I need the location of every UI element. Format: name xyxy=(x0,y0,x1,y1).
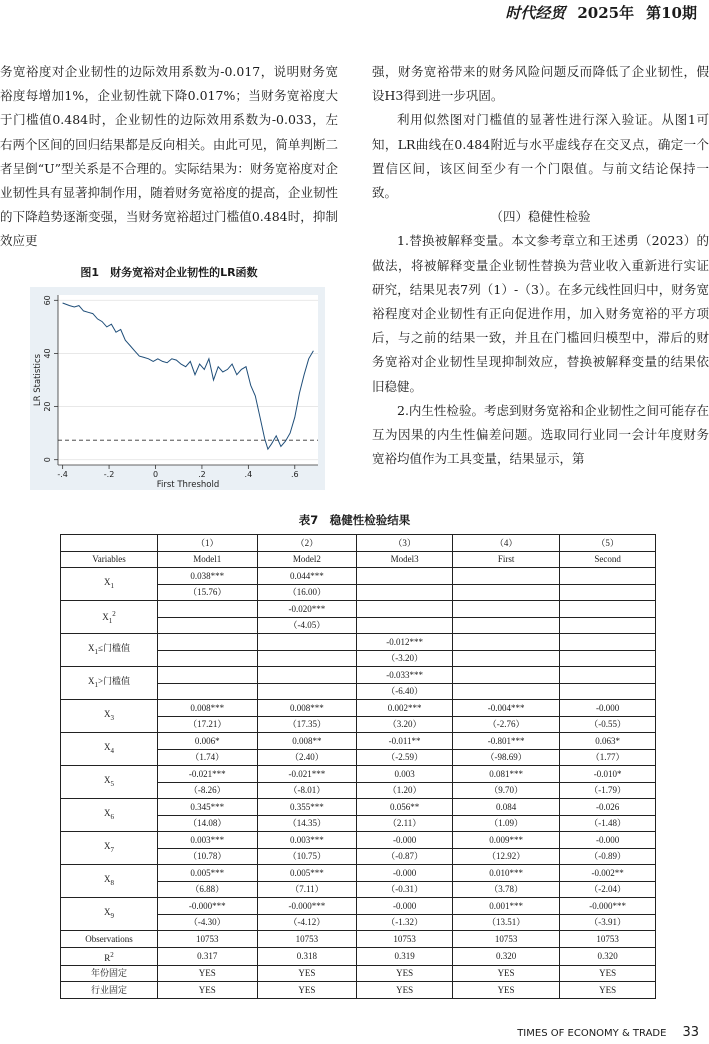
x-tick-label: .4 xyxy=(244,470,253,479)
coefficient-cell: -0.004*** xyxy=(452,700,559,717)
t-stat-cell: （12.92） xyxy=(452,848,559,865)
t-stat-cell: （1.77） xyxy=(560,749,656,766)
variable-label: $X_4$ xyxy=(61,733,158,766)
t-stat-cell: （-2.76） xyxy=(452,716,559,733)
value-cell: 0.318 xyxy=(257,947,357,965)
table-row xyxy=(61,551,656,568)
t-stat-cell: （-8.26） xyxy=(158,782,258,799)
t-stat-cell xyxy=(560,650,656,667)
t-stat-cell: （-4.30） xyxy=(158,914,258,931)
page-header xyxy=(0,0,709,22)
t-stat-cell: （10.78） xyxy=(158,848,258,865)
value-cell: YES xyxy=(257,965,357,982)
table-title: 表7 稳健性检验结果 xyxy=(298,513,411,527)
results-table xyxy=(60,534,656,999)
t-stat-cell xyxy=(158,650,258,667)
x-axis-label: First Threshold xyxy=(156,480,220,490)
value-cell: 0.319 xyxy=(357,947,453,965)
table-row xyxy=(61,766,656,783)
table-row xyxy=(61,832,656,849)
coefficient-cell: 0.005*** xyxy=(158,865,258,882)
table-row xyxy=(61,667,656,684)
row-label: 年份固定 xyxy=(61,965,158,982)
column-number: （5） xyxy=(560,535,656,552)
variable-label: $X_3$ xyxy=(61,700,158,733)
coefficient-cell: -0.033*** xyxy=(357,667,453,684)
coefficient-cell xyxy=(452,568,559,585)
t-stat-cell: （3.20） xyxy=(357,716,453,733)
table-row xyxy=(61,865,656,882)
issue-year: 2025年 xyxy=(577,4,635,22)
header-text xyxy=(493,2,697,23)
column-number: （1） xyxy=(158,535,258,552)
coefficient-cell: 0.005*** xyxy=(257,865,357,882)
plot-area xyxy=(58,295,318,465)
value-cell: 10753 xyxy=(357,931,453,948)
t-stat-cell xyxy=(560,584,656,601)
variable-label: $X_7$ xyxy=(61,832,158,865)
coefficient-cell: 0.002*** xyxy=(357,700,453,717)
t-stat-cell: （14.08） xyxy=(158,815,258,832)
t-stat-cell: （10.75） xyxy=(257,848,357,865)
coefficient-cell: -0.000 xyxy=(357,832,453,849)
value-cell: YES xyxy=(452,982,559,999)
x-tick-label: 0 xyxy=(152,470,159,479)
model-header: Model3 xyxy=(357,551,453,568)
coefficient-cell: 0.003*** xyxy=(257,832,357,849)
t-stat-cell xyxy=(158,617,258,634)
t-stat-cell: （-98.69） xyxy=(452,749,559,766)
t-stat-cell xyxy=(560,683,656,700)
value-cell: 0.320 xyxy=(452,947,559,965)
column-number: （3） xyxy=(357,535,453,552)
right-column xyxy=(372,60,709,471)
t-stat-cell: （-4.05） xyxy=(257,617,357,634)
t-stat-cell: （-0.55） xyxy=(560,716,656,733)
coefficient-cell xyxy=(158,634,258,651)
t-stat-cell: （-2.04） xyxy=(560,881,656,898)
year-fixed-row xyxy=(61,965,656,982)
coefficient-cell: 0.008*** xyxy=(158,700,258,717)
x-tick-label: .2 xyxy=(198,470,206,479)
value-cell: YES xyxy=(158,965,258,982)
left-column xyxy=(0,60,338,254)
coefficient-cell: -0.000 xyxy=(560,832,656,849)
coefficient-cell: -0.010* xyxy=(560,766,656,783)
figure-caption: 图1 财务宽裕对企业韧性的LR函数 xyxy=(80,266,258,279)
value-cell: 10753 xyxy=(257,931,357,948)
coefficient-cell xyxy=(560,667,656,684)
y-axis-label: LR Statistics xyxy=(33,353,43,407)
right-paragraph-4: 2.内生性检验。考虑到财务宽裕和企业韧性之间可能存在互为因果的内生性偏差问题。选取同行业同一会计年度财务宽裕均值作为工具变量，结果显示，第 xyxy=(372,402,709,467)
value-cell: 0.317 xyxy=(158,947,258,965)
coefficient-cell: -0.021*** xyxy=(158,766,258,783)
coefficient-cell: 0.038*** xyxy=(158,568,258,585)
coefficient-cell: 0.345*** xyxy=(158,799,258,816)
coefficient-cell: -0.021*** xyxy=(257,766,357,783)
y-tick-label: 0 xyxy=(43,457,52,463)
variables-header: Variables xyxy=(61,551,158,568)
t-stat-cell: （17.21） xyxy=(158,716,258,733)
left-paragraph: 务宽裕度对企业韧性的边际效用系数为-0.017，说明财务宽裕度每增加1%，企业韧性就下降0.017%；当财务宽裕度大于门槛值0.484时，企业韧性的边际效用系数为-0.033，左右两个区间的回归结果都是反向相关。由此可见，简单判断二者呈倒“U”型关系是不合理的。实际结果为：财务宽裕度对企业韧性具有显著抑制作用，随着财务宽裕度的提高，企业韧性的下降趋势逐渐变强，当财务宽裕超过门槛值0.484时，抑制效应更 xyxy=(0,64,338,249)
value-cell: YES xyxy=(357,982,453,999)
table-row xyxy=(61,700,656,717)
coefficient-cell: 0.008*** xyxy=(257,700,357,717)
table-row xyxy=(61,799,656,816)
coefficient-cell xyxy=(357,601,453,618)
value-cell: 10753 xyxy=(560,931,656,948)
y-tick-label: 60 xyxy=(43,295,52,306)
t-stat-cell: （-3.20） xyxy=(357,650,453,667)
coefficient-cell: -0.801*** xyxy=(452,733,559,750)
model-header: First xyxy=(452,551,559,568)
coefficient-cell: 0.006* xyxy=(158,733,258,750)
t-stat-cell: （-0.89） xyxy=(560,848,656,865)
section-heading: （四）稳健性检验 xyxy=(490,209,591,225)
t-stat-cell: （1.20） xyxy=(357,782,453,799)
t-stat-cell xyxy=(560,617,656,634)
right-paragraph-2: 利用似然图对门槛值的显著性进行深入验证。从图1可知，LR曲线在0.484附近与水平虚线存在交叉点，确定一个置信区间，该区间至少有一个门限值。与前文结论保持一致。 xyxy=(372,112,709,201)
coefficient-cell xyxy=(158,601,258,618)
coefficient-cell: -0.000 xyxy=(357,898,453,915)
value-cell: 10753 xyxy=(158,931,258,948)
coefficient-cell: 0.003*** xyxy=(158,832,258,849)
t-stat-cell: （-4.12） xyxy=(257,914,357,931)
variable-label: $X_9$ xyxy=(61,898,158,931)
coefficient-cell: 0.063* xyxy=(560,733,656,750)
footer-journal: TIMES OF ECONOMY & TRADE xyxy=(517,1028,667,1039)
observations-row xyxy=(61,931,656,948)
coefficient-cell: 0.084 xyxy=(452,799,559,816)
coefficient-cell xyxy=(257,634,357,651)
table-row xyxy=(61,568,656,585)
coefficient-cell: 0.003 xyxy=(357,766,453,783)
table-row xyxy=(61,898,656,915)
coefficient-cell xyxy=(452,667,559,684)
coefficient-cell: -0.011** xyxy=(357,733,453,750)
t-stat-cell: （-8.01） xyxy=(257,782,357,799)
t-stat-cell xyxy=(158,683,258,700)
coefficient-cell: 0.008** xyxy=(257,733,357,750)
header-cell xyxy=(61,535,158,552)
t-stat-cell xyxy=(452,617,559,634)
coefficient-cell: 0.001*** xyxy=(452,898,559,915)
t-stat-cell: （13.51） xyxy=(452,914,559,931)
right-paragraph-1: 强，财务宽裕带来的财务风险问题反而降低了企业韧性，假设H3得到进一步巩固。 xyxy=(372,64,709,104)
page-number: 33 xyxy=(682,1025,699,1040)
t-stat-cell: （-1.32） xyxy=(357,914,453,931)
model-header: Second xyxy=(560,551,656,568)
coefficient-cell: -0.002** xyxy=(560,865,656,882)
coefficient-cell xyxy=(357,568,453,585)
row-label: 行业固定 xyxy=(61,982,158,999)
t-stat-cell xyxy=(357,617,453,634)
page-footer xyxy=(517,1025,699,1040)
coefficient-cell xyxy=(452,634,559,651)
coefficient-cell: 0.081*** xyxy=(452,766,559,783)
x-tick-label: -.2 xyxy=(103,470,115,479)
coefficient-cell xyxy=(560,601,656,618)
t-stat-cell xyxy=(357,584,453,601)
lr-chart-svg xyxy=(30,287,325,490)
column-number: （4） xyxy=(452,535,559,552)
variable-label: $X_1^2$ xyxy=(61,601,158,634)
coefficient-cell xyxy=(452,601,559,618)
value-cell: YES xyxy=(560,965,656,982)
t-stat-cell: （-0.31） xyxy=(357,881,453,898)
t-stat-cell: （16.00） xyxy=(257,584,357,601)
variable-label: $X_1$ xyxy=(61,568,158,601)
table-row xyxy=(61,535,656,552)
t-stat-cell xyxy=(452,683,559,700)
t-stat-cell: （-1.48） xyxy=(560,815,656,832)
t-stat-cell xyxy=(257,650,357,667)
t-stat-cell: （17.35） xyxy=(257,716,357,733)
row-label: Observations xyxy=(61,931,158,948)
coefficient-cell: -0.000*** xyxy=(158,898,258,915)
r-squared-row xyxy=(61,947,656,965)
journal-name: 时代经贸 xyxy=(505,4,566,22)
x-tick-label: -.4 xyxy=(57,470,68,479)
t-stat-cell xyxy=(452,584,559,601)
coefficient-cell: 0.010*** xyxy=(452,865,559,882)
coefficient-cell: -0.000 xyxy=(357,865,453,882)
t-stat-cell: （7.11） xyxy=(257,881,357,898)
t-stat-cell: （15.76） xyxy=(158,584,258,601)
t-stat-cell: （-1.79） xyxy=(560,782,656,799)
figure-lr-plot xyxy=(30,287,325,490)
t-stat-cell: （-3.91） xyxy=(560,914,656,931)
variable-label: $X_5$ xyxy=(61,766,158,799)
t-stat-cell: （-2.59） xyxy=(357,749,453,766)
t-stat-cell: （9.70） xyxy=(452,782,559,799)
column-number: （2） xyxy=(257,535,357,552)
industry-fixed-row xyxy=(61,982,656,999)
coefficient-cell: -0.000*** xyxy=(257,898,357,915)
coefficient-cell: -0.012*** xyxy=(357,634,453,651)
t-stat-cell: （2.40） xyxy=(257,749,357,766)
coefficient-cell: -0.026 xyxy=(560,799,656,816)
t-stat-cell: （14.35） xyxy=(257,815,357,832)
coefficient-cell: 0.044*** xyxy=(257,568,357,585)
model-header: Model1 xyxy=(158,551,258,568)
variable-label: $X_1>$门槛值 xyxy=(61,667,158,700)
right-paragraph-3: 1.替换被解释变量。本文参考章立和王述勇（2023）的做法，将被解释变量企业韧性替换为营业收入重新进行实证研究，结果见表7列（1）-（3）。在多元线性回归中，财务宽裕程度对企业韧性有正向促进作用，加入财务宽裕的平方项后，与之前的结果一致，并且在门槛回归模型中，滞后的财务宽裕对企业韧性呈现抑制效应，替换被解释变量的结果依旧稳健。 xyxy=(372,233,709,394)
y-tick-label: 20 xyxy=(43,401,52,412)
t-stat-cell xyxy=(257,683,357,700)
coefficient-cell: -0.020*** xyxy=(257,601,357,618)
issue-number: 第10期 xyxy=(646,4,697,22)
coefficient-cell: 0.355*** xyxy=(257,799,357,816)
value-cell: YES xyxy=(560,982,656,999)
t-stat-cell: （-6.40） xyxy=(357,683,453,700)
table-row xyxy=(61,634,656,651)
t-stat-cell: （3.78） xyxy=(452,881,559,898)
coefficient-cell xyxy=(158,667,258,684)
t-stat-cell: （2.11） xyxy=(357,815,453,832)
y-tick-label: 40 xyxy=(43,348,52,359)
table-row xyxy=(61,733,656,750)
coefficient-cell: -0.000 xyxy=(560,700,656,717)
row-label: $R^2$ xyxy=(61,947,158,965)
t-stat-cell: （6.88） xyxy=(158,881,258,898)
variable-label: $X_8$ xyxy=(61,865,158,898)
variable-label: $X_1\le$门槛值 xyxy=(61,634,158,667)
coefficient-cell xyxy=(560,634,656,651)
table-row xyxy=(61,601,656,618)
value-cell: YES xyxy=(452,965,559,982)
t-stat-cell xyxy=(452,650,559,667)
model-header: Model2 xyxy=(257,551,357,568)
variable-label: $X_6$ xyxy=(61,799,158,832)
coefficient-cell: 0.056** xyxy=(357,799,453,816)
t-stat-cell: （1.09） xyxy=(452,815,559,832)
t-stat-cell: （-0.87） xyxy=(357,848,453,865)
x-tick-label: .6 xyxy=(290,470,299,479)
value-cell: YES xyxy=(158,982,258,999)
coefficient-cell xyxy=(257,667,357,684)
t-stat-cell: （1.74） xyxy=(158,749,258,766)
coefficient-cell xyxy=(560,568,656,585)
coefficient-cell: -0.000*** xyxy=(560,898,656,915)
value-cell: YES xyxy=(257,982,357,999)
value-cell: YES xyxy=(357,965,453,982)
value-cell: 0.320 xyxy=(560,947,656,965)
value-cell: 10753 xyxy=(452,931,559,948)
coefficient-cell: 0.009*** xyxy=(452,832,559,849)
